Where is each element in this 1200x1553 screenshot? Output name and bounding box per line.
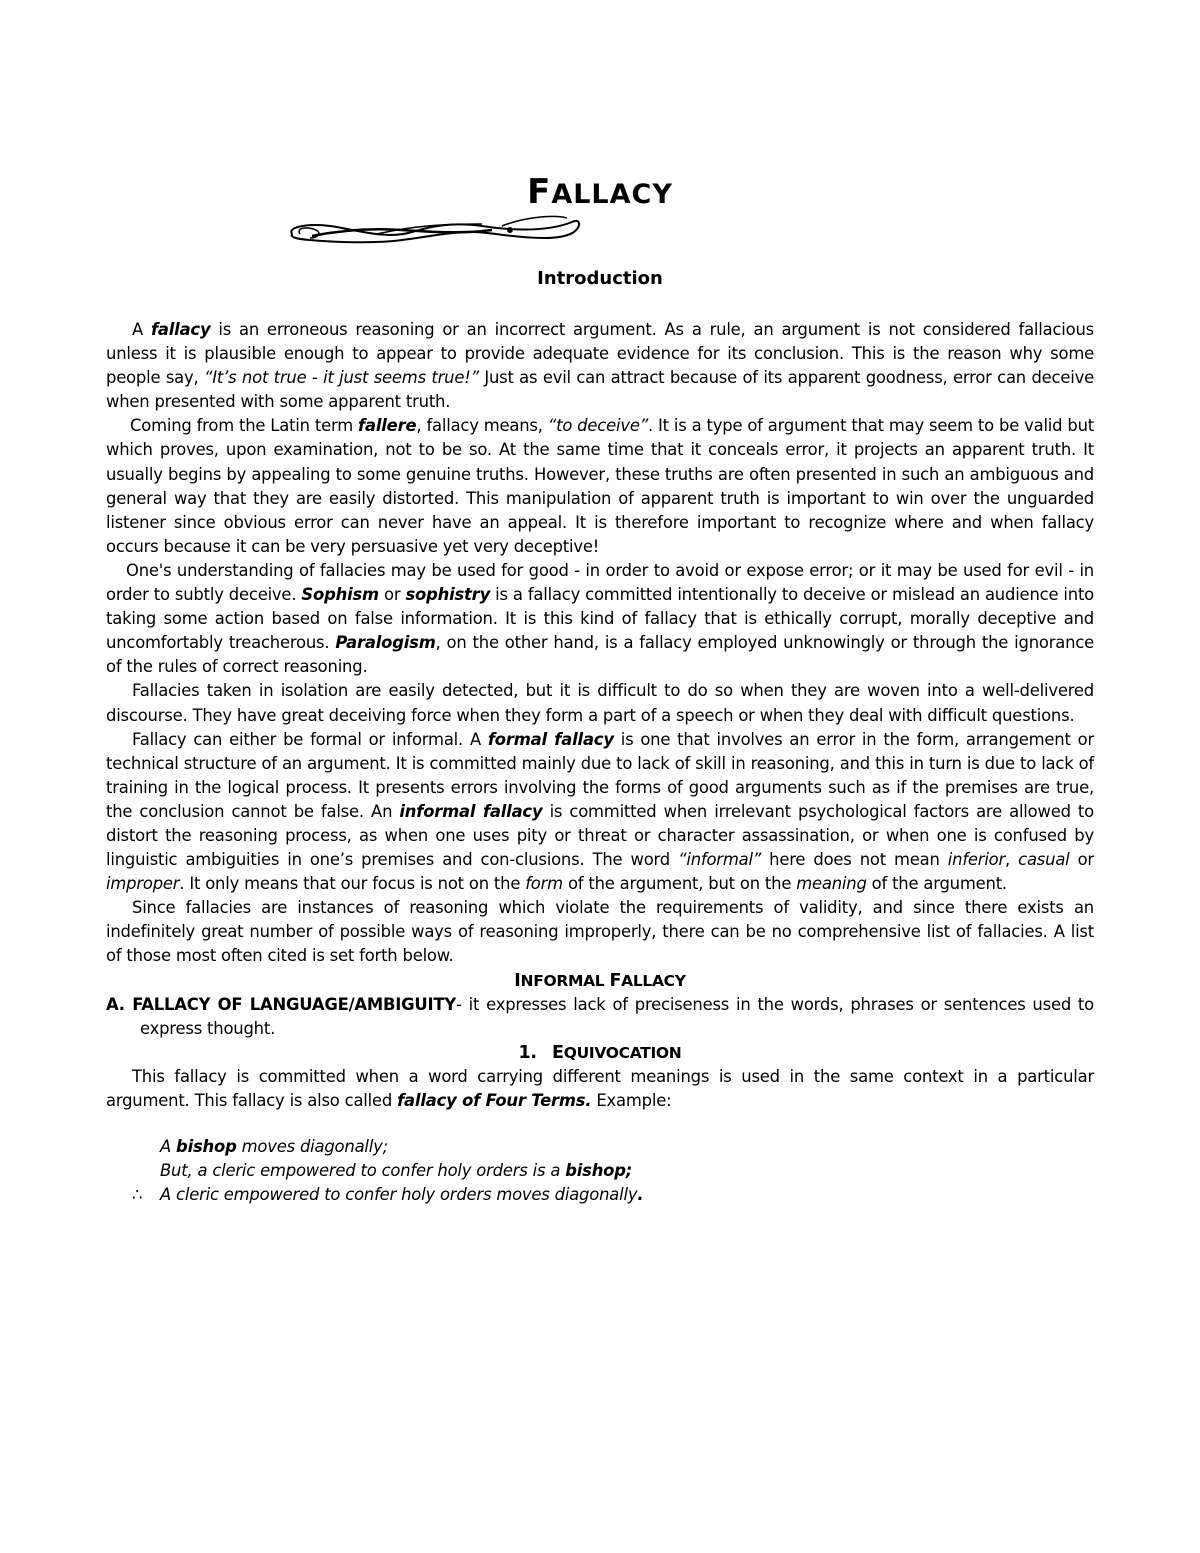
example-syllogism — [106, 1135, 1094, 1207]
example-minor-premise: But, a cleric empowered to confer holy orders is a bishop; — [160, 1161, 633, 1181]
paragraph-4: Fallacies taken in isolation are easily detected, but it is difficult to do so when they are woven into a well-delivered discourse. They have great deceiving force when they form a part of a speech or when they deal with difficult questions. — [106, 681, 1094, 725]
example-conclusion: ∴ A cleric empowered to confer holy orders moves diagonally. — [106, 1183, 1094, 1207]
paragraph-5: Fallacy can either be formal or informal. A formal fallacy is one that involves an error in the form, arrangement or technical structure of an argument. It is committed mainly due to lack of skill in reasoning, and this in turn is due to lack of training in the logical process. It presents errors involving the forms of good arguments such as if the premises are true, the conclusion cannot be false. An informal fallacy is committed when irrelevant psychological factors are allowed to distort the reasoning process, as when one uses pity or threat or character assassination, or when one is confused by linguistic ambiguities in one’s premises and con-clusions. The word “informal” here does not mean inferior, casual or improper. It only means that our focus is not on the form of the argument, but on the meaning of the argument. — [106, 729, 1094, 894]
document-body — [106, 318, 1094, 1207]
title-initial: F — [527, 172, 552, 212]
paragraph-6: Since fallacies are instances of reasoning which violate the requirements of validity, and since there exists an indefinitely great number of possible ways of reasoning improperly, there can be no comprehensive list of fallacies. A list of those most often cited is set forth below. — [106, 898, 1094, 966]
example-major-premise: A bishop moves diagonally; — [160, 1137, 388, 1157]
equivocation-heading: 1. EQUIVOCATION — [518, 1042, 682, 1063]
therefore-symbol: ∴ — [132, 1185, 143, 1205]
paragraph-2: Coming from the Latin term fallere, fallacy means, “to deceive”. It is a type of argument that may seem to be valid but which proves, upon examination, not to be so. At the same time that it conceals error, it projects an apparent truth. It usually begins by appealing to some genuine truths. However, these truths are often presented in such an ambiguous and general way that they are easily distorted. This manipulation of apparent truth is important to win over the unguarded listener since obvious error can never have an appeal. It is therefore important to recognize where and when fallacy occurs because it can be very persuasive yet very deceptive! — [106, 416, 1095, 556]
section-a-text: - it expresses lack of preciseness in the words, phrases or sentences used to express thought. — [140, 994, 1094, 1038]
section-a — [106, 993, 1094, 1041]
title-rest: ALLACY — [551, 179, 673, 210]
informal-fallacy-heading: INFORMAL FALLACY — [514, 970, 686, 991]
paragraph-1: A fallacy is an erroneous reasoning or an incorrect argument. As a rule, an argument is not considered fallacious unless it is plausible enough to appear to provide adequate evidence for its conclusion. This is the reason why some people say, “It’s not true - it just seems true!” Just as evil can attract because of its apparent goodness, error can deceive when presented with some apparent truth. — [106, 320, 1094, 412]
section-a-label: A. FALLACY OF LANGUAGE/AMBIGUITY — [106, 994, 457, 1014]
introduction-heading: Introduction — [537, 268, 663, 289]
flourish-ornament — [282, 208, 582, 248]
page-title — [0, 172, 1200, 212]
paragraph-3: One's understanding of fallacies may be used for good - in order to avoid or expose error; or it may be used for evil - in order to subtly deceive. Sophism or sophistry is a fallacy committed intentionally to deceive or mislead an audience into taking some action based on false information. It is this kind of fallacy that is ethically corrupt, morally deceptive and uncomfortably treacherous. Paralogism, on the other hand, is a fallacy employed unknowingly or through the ignorance of the rules of correct reasoning. — [106, 560, 1094, 677]
paragraph-7: This fallacy is committed when a word carrying different meanings is used in the same context in a particular argument. This fallacy is also called fallacy of Four Terms. Example: — [106, 1066, 1094, 1110]
